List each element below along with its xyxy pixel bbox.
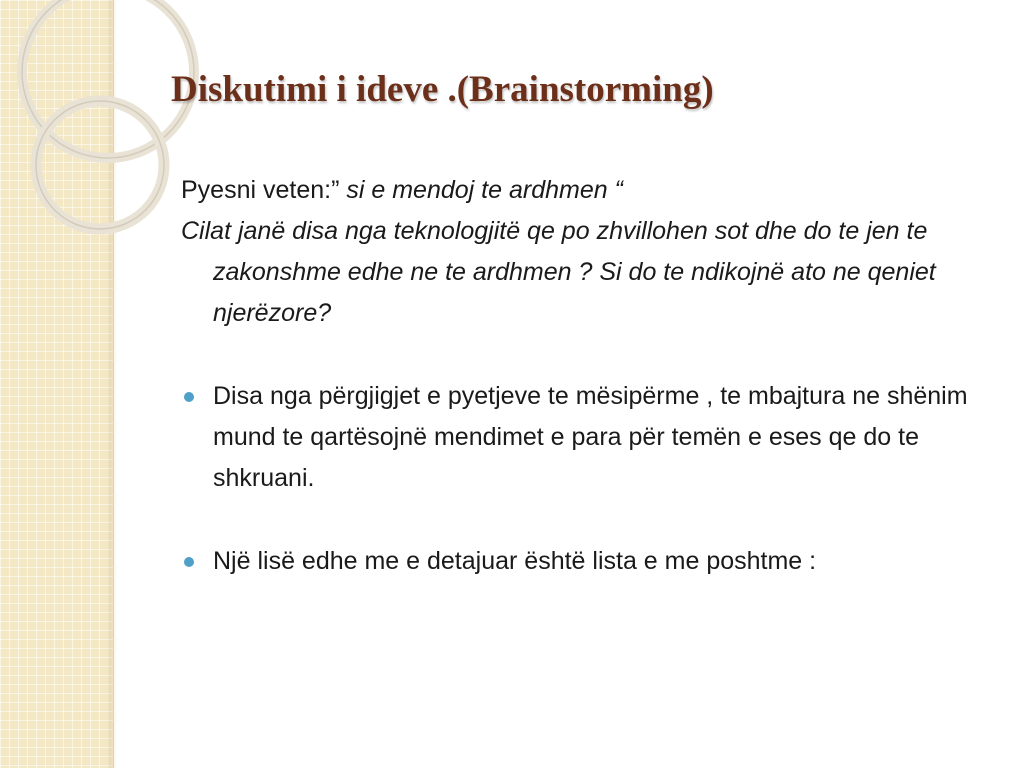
- intro-question: si e mendoj te ardhmen “: [346, 176, 623, 204]
- slide-title: Diskutimi i ideve .(Brainstorming): [171, 69, 714, 110]
- bullet-dot-icon: [184, 392, 194, 402]
- intro-line: [181, 170, 1001, 211]
- bullet-item: [181, 376, 1001, 499]
- question-paragraph: Cilat janë disa nga teknologjitë qe po zhvillohen sot dhe do te jen te zakonshme edhe ne te ardhmen ? Si do te ndikojnë ato ne qeniet njerëzore?: [181, 217, 936, 327]
- bullet-item: [181, 541, 1001, 582]
- slide-body: [181, 170, 1001, 582]
- bullet-text: Disa nga përgjigjet e pyetjeve te mësipërme , te mbajtura ne shënim mund te qartësojnë mendimet e para për temën e eses qe do te shkruani.: [213, 382, 968, 492]
- decorative-ring-small-edge: [36, 101, 164, 229]
- bullet-dot-icon: [184, 557, 194, 567]
- spacer: [181, 499, 1001, 541]
- spacer: [181, 334, 1001, 376]
- bullet-text: Një lisë edhe me e detajuar është lista e me poshtme :: [213, 547, 817, 575]
- decorative-rings: [0, 0, 200, 260]
- intro-prefix: Pyesni veten:”: [181, 176, 340, 204]
